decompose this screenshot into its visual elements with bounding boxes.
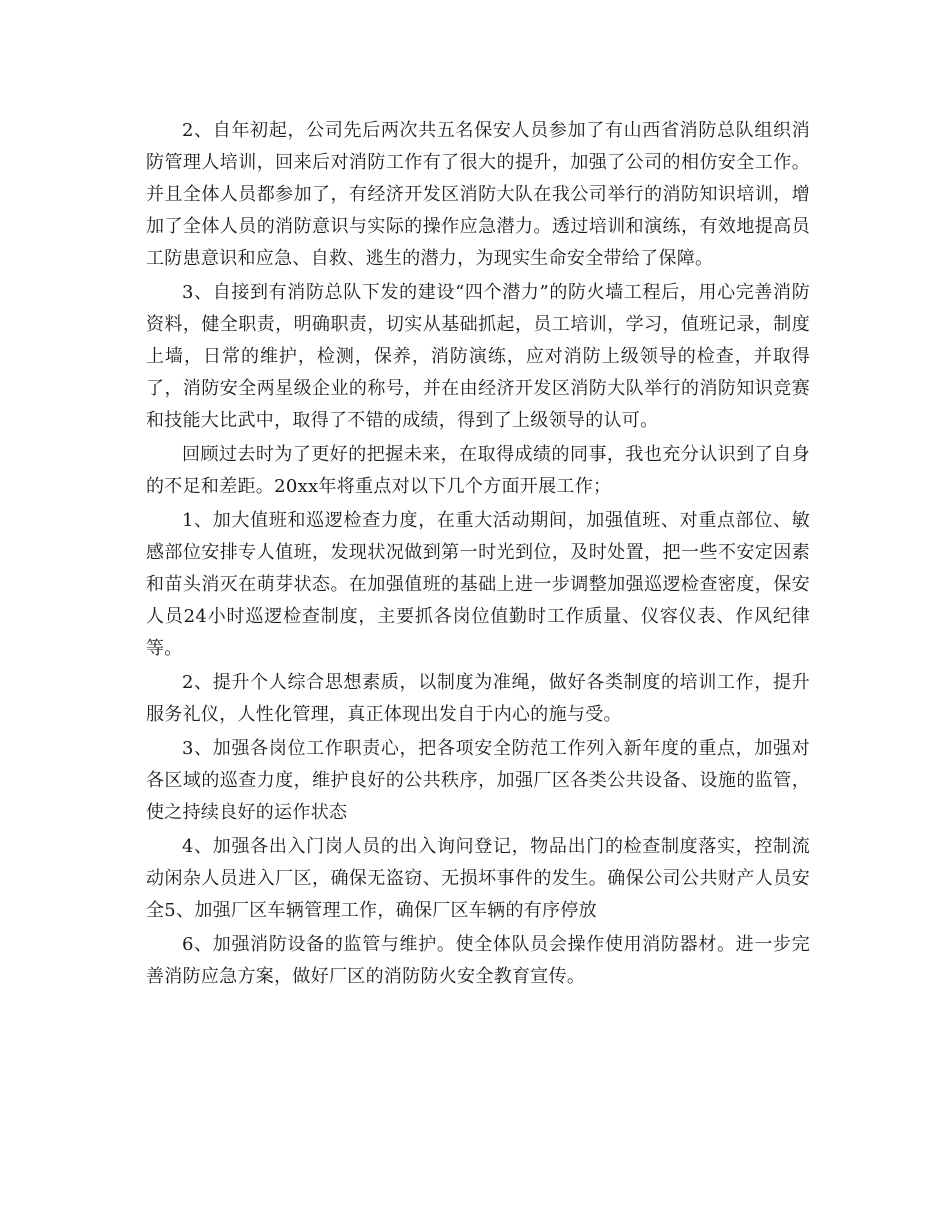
paragraph-review: 回顾过去时为了更好的把握未来，在取得成绩的同事，我也充分认识到了自身的不足和差距。20xx年将重点对以下几个方面开展工作； (146, 444, 810, 497)
paragraph-training: 2、自年初起，公司先后两次共五名保安人员参加了有山西省消防总队组织消防管理人培训，回来后对消防工作有了很大的提升，加强了公司的相仿安全工作。并且全体人员都参加了，有经济开发区消防大队在我公司举行的消防知识培训，增加了全体人员的消防意识与实际的操作应急潜力。透过培训和演练，有效地提高员工防患意识和应急、自救、逃生的潜力，为现实生命安全带给了保障。 (146, 120, 810, 269)
paragraph-firewall-project: 3、自接到有消防总队下发的建设“四个潜力”的防火墙工程后，用心完善消防资料，健全职责，明确职责，切实从基础抓起，员工培训，学习，值班记录，制度上墙，日常的维护，检测，保养，消防演练，应对消防上级领导的检查，并取得了，消防安全两星级企业的称号，并在由经济开发区消防大队举行的消防知识竞赛和技能大比武中，取得了不错的成绩，得到了上级领导的认可。 (146, 282, 810, 431)
paragraph-plan-quality: 2、提升个人综合思想素质，以制度为准绳，做好各类制度的培训工作，提升服务礼仪，人性化管理，真正体现出发自于内心的施与受。 (146, 672, 810, 725)
paragraph-plan-fire-equipment: 6、加强消防设备的监管与维护。使全体队员会操作使用消防器材。进一步完善消防应急方案，做好厂区的消防防火安全教育宣传。 (146, 934, 810, 987)
paragraph-plan-responsibility: 3、加强各岗位工作职责心，把各项安全防范工作列入新年度的重点，加强对各区域的巡查力度，维护良好的公共秩序，加强厂区各类公共设备、设施的监管，使之持续良好的运作状态 (146, 738, 810, 823)
document-body (146, 115, 810, 995)
paragraph-plan-gate: 4、加强各出入门岗人员的出入询问登记，物品出门的检查制度落实，控制流动闲杂人员进入厂区，确保无盗窃、无损坏事件的发生。确保公司公共财产人员安全5、加强厂区车辆管理工作，确保厂区车辆的有序停放 (146, 836, 810, 921)
paragraph-plan-patrol: 1、加大值班和巡逻检查力度，在重大活动期间，加强值班、对重点部位、敏感部位安排专人值班，发现状况做到第一时光到位，及时处置，把一些不安定因素和苗头消灭在萌芽状态。在加强值班的基础上进一步调整加强巡逻检查密度，保安人员24小时巡逻检查制度，主要抓各岗位值勤时工作质量、仪容仪表、作风纪律等。 (146, 510, 810, 659)
